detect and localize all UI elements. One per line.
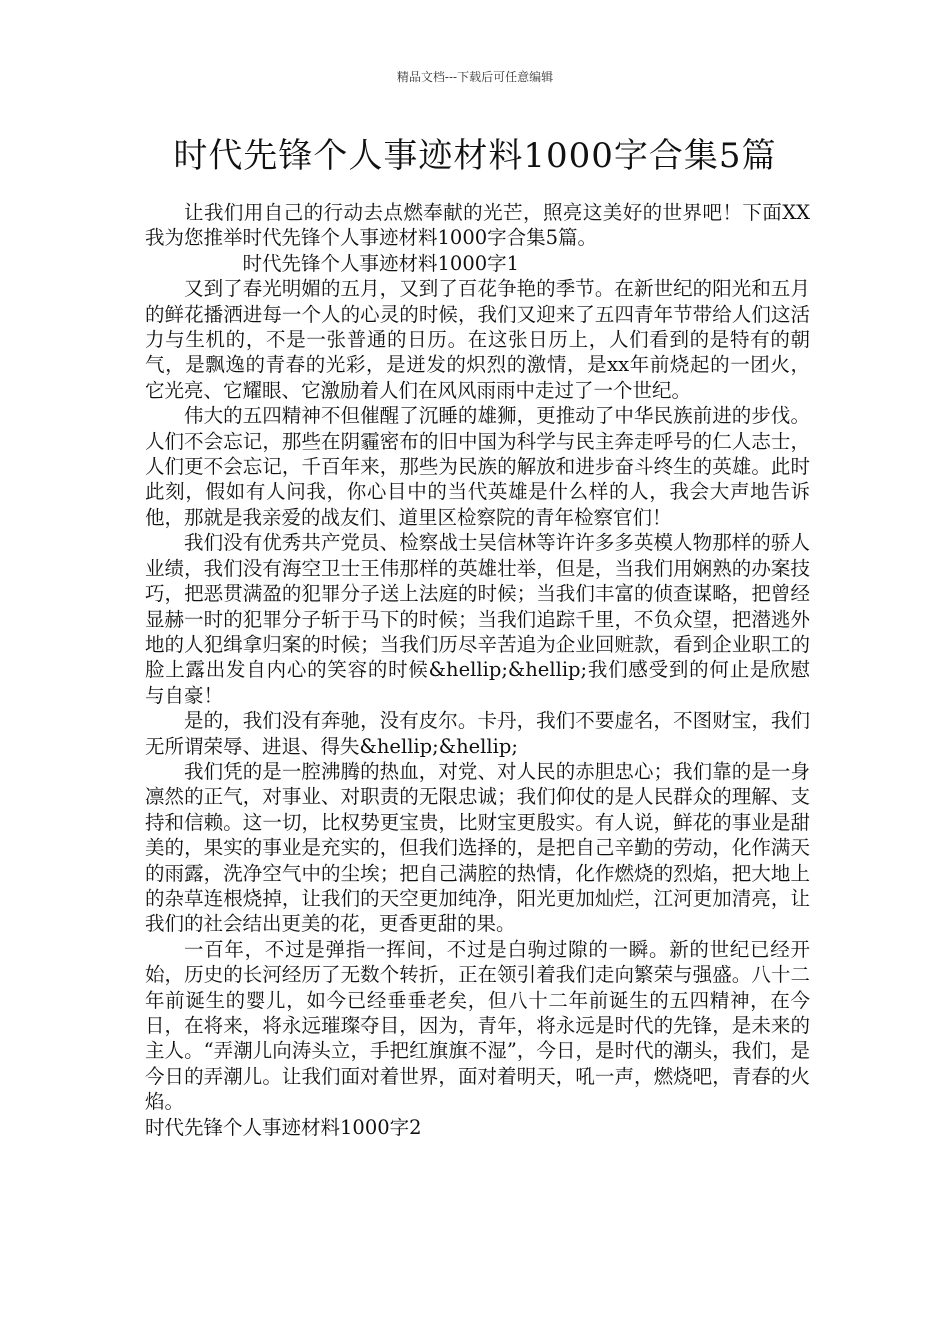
header-note: 精品文档---下载后可任意编辑 bbox=[396, 70, 554, 84]
paragraph: 是的，我们没有奔驰，没有皮尔。卡丹，我们不要虚名，不图财宝，我们无所谓荣辱、进退、得失&hellip;&hellip; bbox=[145, 709, 810, 758]
paragraph: 我们没有优秀共产党员、检察战士吴信林等许许多多英模人物那样的骄人业绩，我们没有海空卫士王伟那样的英雄壮举，但是，当我们用娴熟的办案技巧，把恶贯满盈的犯罪分子送上法庭的时候；当我们丰富的侦查谋略，把曾经显赫一时的犯罪分子斩于马下的时候；当我们追踪千里，不负众望，把潜逃外地的人犯缉拿归案的时候；当我们历尽辛苦追为企业回赃款，看到企业职工的脸上露出发自内心的笑容的时候&hellip;&hellip;我们感受到的何止是欣慰与自豪！ bbox=[145, 531, 810, 707]
section-heading-1: 时代先锋个人事迹材料1000字1 bbox=[242, 251, 520, 275]
paragraph: 一百年，不过是弹指一挥间，不过是白驹过隙的一瞬。新的世纪已经开始，历史的长河经历了无数个转折，正在领引着我们走向繁荣与强盛。八十二年前诞生的婴儿，如今已经垂垂老矣，但八十二年前诞生的五四精神，在今日，在将来，将永远璀璨夺目，因为，青年，将永远是时代的先锋，是未来的主人。“弄潮儿向涛头立，手把红旗旗不湿”，今日，是时代的潮头，我们，是今日的弄潮儿。让我们面对着世界，面对着明天，吼一声，燃烧吧，青春的火焰。 bbox=[145, 937, 810, 1114]
paragraph: 伟大的五四精神不但催醒了沉睡的雄狮，更推动了中华民族前进的步伐。人们不会忘记，那些在阴霾密布的旧中国为科学与民主奔走呼号的仁人志士，人们更不会忘记，千百年来，那些为民族的解放和进步奋斗终生的英雄。此时此刻，假如有人问我，你心目中的当代英雄是什么样的人，我会大声地告诉他，那就是我亲爱的战友们、道里区检察院的青年检察官们！ bbox=[145, 404, 810, 529]
paragraph: 我们凭的是一腔沸腾的热血，对党、对人民的赤胆忠心；我们靠的是一身凛然的正气，对事业、对职责的无限忠诚；我们仰仗的是人民群众的理解、支持和信赖。这一切，比权势更宝贵，比财宝更殷实。有人说，鲜花的事业是甜美的，果实的事业是充实的，但我们选择的，是把自己辛勤的劳动，化作满天的雨露，洗净空气中的尘埃；把自己满腔的热情，化作燃烧的烈焰，把大地上的杂草连根烧掉，让我们的天空更加纯净，阳光更加灿烂，江河更加清亮，让我们的社会结出更美的花，更香更甜的果。 bbox=[145, 759, 810, 936]
document-title: 时代先锋个人事迹材料1000字合集5篇 bbox=[173, 136, 777, 176]
document-body bbox=[145, 200, 810, 1140]
section-heading-2: 时代先锋个人事迹材料1000字2 bbox=[145, 1115, 422, 1139]
paragraph: 又到了春光明媚的五月，又到了百花争艳的季节。在新世纪的阳光和五月的鲜花播洒进每一个人的心灵的时候，我们又迎来了五四青年节带给人们这活力与生机的，不是一张普通的日历。在这张日历上，人们看到的是特有的朝气，是飘逸的青春的光彩，是迸发的炽烈的激情，是xx年前烧起的一团火，它光亮、它耀眼、它激励着人们在风风雨雨中走过了一个世纪。 bbox=[145, 277, 810, 402]
paragraph-intro: 让我们用自己的行动去点燃奉献的光芒，照亮这美好的世界吧！下面XX我为您推举时代先锋个人事迹材料1000字合集5篇。 bbox=[145, 201, 810, 250]
